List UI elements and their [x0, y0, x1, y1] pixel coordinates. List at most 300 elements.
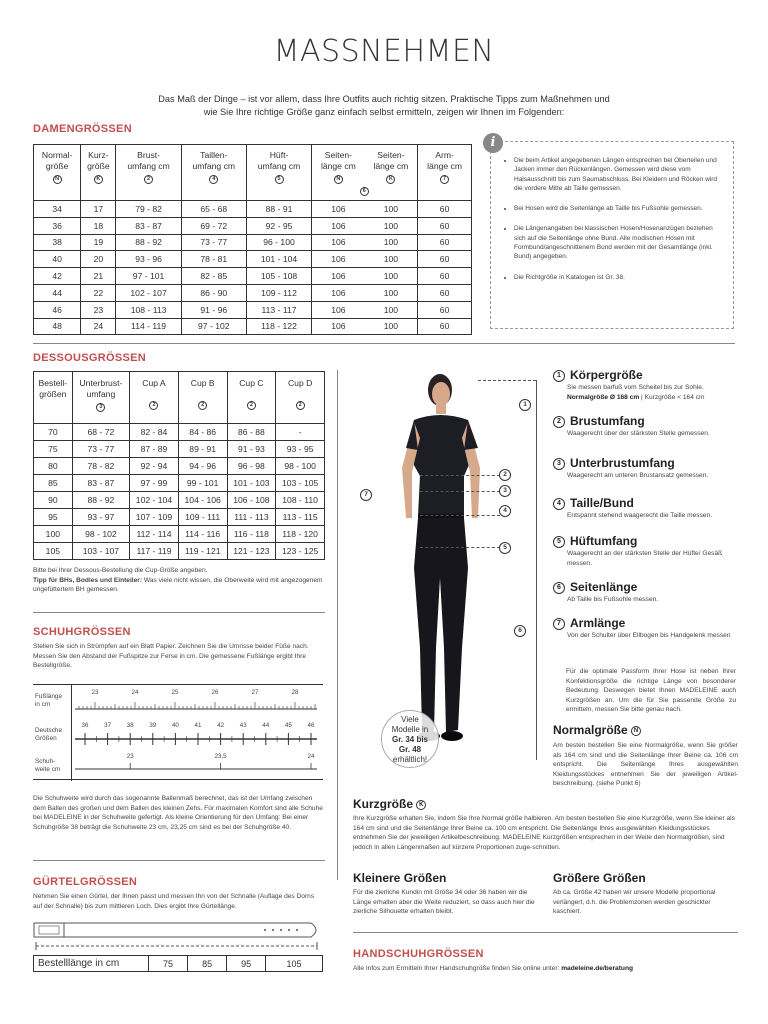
table-cell: 96 - 100 [246, 234, 311, 251]
table-cell: 102 - 104 [130, 492, 179, 509]
measure-title-row [553, 368, 738, 382]
info-bullet: • Die beim Artikel angegebenen Längen entsprechen bei Oberteilen und Jacken immer den Rückenlängen. Gemessen wird diese vom Halsausschnitt bis zum Saumabschluss. Bei Kleidern und Röcken wird die vordere Mitte ab Taille gemessen. [514, 156, 723, 193]
table-cell: 90 [34, 492, 73, 509]
info-icon: i [483, 133, 503, 153]
measure-number: 2 [553, 416, 565, 428]
measure-desc-text: Von der Schulter über Ellbogen bis Handgelenk messen [567, 632, 731, 639]
table-cell: 44 [34, 284, 81, 301]
measure-number: 7 [553, 618, 565, 630]
measure-desc-text: Waagerecht am unteren Brustansatz gemessen. [567, 472, 709, 479]
measure-desc-text: Entspannt stehend waagerecht die Taille messen. [567, 512, 713, 519]
table-cell: 103 - 107 [72, 543, 129, 560]
divider [33, 860, 325, 861]
measure-title: Seitenlänge [570, 580, 638, 594]
schuh-text-2: Die Schuhweite wird durch das sogenannte Ballenmaß berechnet, das ist der Umfang zwischen dem Ballen des großen und dem Ballen des kleinen Zehs. Für maximalen Komfort sind alle Schuhe bei MADELEINE in der Schuhweite gefertigt. Als kleine Orientierung für den Umfang: Bei einer Schuhgröße 38 beträgt die Schuhweite 23 cm, 23,25 cm sind es bei der Schuhgröße 40. [33, 795, 323, 831]
table-cell: 60 [418, 234, 472, 251]
table-cell: 100 [365, 201, 418, 218]
table-row [34, 509, 325, 526]
foot-length-label: Fußlänge in cm [35, 693, 62, 708]
table-cell: 75 [34, 441, 73, 458]
table-cell: 84 - 86 [178, 424, 227, 441]
table-cell: 103 - 105 [276, 475, 325, 492]
height-top [478, 380, 536, 381]
table-cell: 114 - 119 [116, 318, 181, 335]
table-cell: 112 - 114 [130, 526, 179, 543]
table-cell: 118 - 120 [276, 526, 325, 543]
info-bullet: • Die Längenangaben bei klassischen Hosen/Hosenanzügen beziehen sich auf die Seitenlänge ohne Bund. Alle modischen Hosen mit Formbund/angeschnittenem Bund werden mit der Gesamtlänge (inkl. Bund) angegeben. [514, 224, 723, 261]
damen-heading: DAMENGRÖSSEN [33, 123, 132, 135]
normal-size-block [553, 723, 738, 789]
table-cell: 109 - 111 [178, 509, 227, 526]
table-row [34, 475, 325, 492]
table-cell: 19 [81, 234, 116, 251]
table-cell: 40 [34, 251, 81, 268]
german-size-value: 36 [81, 722, 89, 729]
kurz-title: Kurzgröße [353, 797, 413, 811]
measure-title-row [553, 414, 738, 428]
table-row [34, 441, 325, 458]
table-cell: 105 - 108 [246, 268, 311, 285]
damen-col-header [116, 145, 181, 201]
table-cell: 73 - 77 [181, 234, 246, 251]
measure-title: Körpergröße [570, 368, 643, 382]
dessous-note-2 [33, 576, 333, 595]
dessous-col-header [276, 372, 325, 424]
measure-title: Unterbrustumfang [570, 456, 675, 470]
table-cell: 85 [34, 475, 73, 492]
table-cell: 78 - 82 [72, 458, 129, 475]
measure-symbol: K [386, 175, 395, 184]
table-row [34, 217, 472, 234]
table-row [34, 543, 325, 560]
tip-label: Tipp für BHs, Bodies und Einteiler: [33, 576, 143, 584]
belt-illustration [33, 918, 325, 952]
dessous-col-header [178, 372, 227, 424]
schuh-heading: SCHUHGRÖSSEN [33, 626, 131, 638]
header-label: Brust- umfang cm [127, 150, 170, 171]
measure-desc-text: Waagerecht an der stärksten Stelle der Hüfte/ Gesäß messen. [567, 550, 723, 567]
header-label: Arm- länge cm [427, 150, 463, 171]
measure-desc-text: Sie messen barfuß vom Scheitel bis zur Sohle. [567, 384, 704, 391]
normal-title: Normalgröße [553, 723, 628, 737]
measure-desc-text: Ab Taille bis Fußsohle messen. [567, 596, 659, 603]
measure-item [553, 368, 738, 402]
table-cell: 92 - 94 [130, 458, 179, 475]
measure-symbol: 2 [296, 401, 305, 410]
table-cell: 48 [34, 318, 81, 335]
table-cell: 97 - 101 [116, 268, 181, 285]
table-cell: 60 [418, 301, 472, 318]
bubble-line: Gr. 48 [398, 745, 422, 754]
header-label: Cup C [239, 378, 264, 388]
callout-7: 7 [360, 489, 372, 501]
table-cell: 102 - 107 [116, 284, 181, 301]
table-cell: 24 [81, 318, 116, 335]
shoe-size-scale [33, 684, 323, 780]
table-cell: 121 - 123 [227, 543, 276, 560]
height-line [536, 380, 537, 760]
measure-symbol: 3 [96, 403, 105, 412]
table-cell: 100 [34, 526, 73, 543]
belt-size-cell: 105 [266, 956, 323, 972]
smaller-sizes-block [353, 871, 539, 917]
table-cell: 106 [312, 318, 365, 335]
table-cell: 93 - 97 [72, 509, 129, 526]
header-label: Normal- größe [41, 150, 73, 171]
table-cell: 109 - 112 [246, 284, 311, 301]
table-cell: 60 [418, 217, 472, 234]
dessous-col-header [34, 372, 73, 424]
table-row [34, 424, 325, 441]
divider [33, 612, 325, 613]
measure-desc-text: Waagerecht über der stärksten Stelle gemessen. [567, 430, 710, 437]
larger-sizes-block [553, 871, 738, 917]
german-size-value: 46 [307, 722, 315, 729]
table-cell: 65 - 68 [181, 201, 246, 218]
handschuh-link[interactable]: madeleine.de/beratung [561, 965, 634, 972]
german-size-value: 42 [217, 722, 225, 729]
dessous-col-header [130, 372, 179, 424]
damen-col-header [246, 145, 311, 201]
table-cell: 105 [34, 543, 73, 560]
table-cell: 83 - 87 [72, 475, 129, 492]
table-cell: 88 - 92 [72, 492, 129, 509]
damen-col-header [181, 145, 246, 201]
table-cell: 97 - 102 [181, 318, 246, 335]
table-cell: 23 [81, 301, 116, 318]
table-row [34, 234, 472, 251]
table-cell: 89 - 91 [178, 441, 227, 458]
info-bullet: • Bei Hosen wird die Seitenlänge ab Taille bis Fußsohle gemessen. [514, 204, 723, 213]
measure-desc [553, 631, 738, 641]
measure-title: Armlänge [570, 616, 626, 630]
tip-text: Was viele nicht wissen, die Oberweite wird mit angezogenem ungefüttertem BH gemessen. [33, 576, 323, 593]
callout-4: 4 [499, 505, 511, 517]
handschuh-text [353, 964, 738, 974]
measure-item [553, 414, 738, 439]
measure-number: 6 [553, 582, 565, 594]
table-cell: 123 - 125 [276, 543, 325, 560]
table-row [34, 458, 325, 475]
measure-symbol: 2 [247, 401, 256, 410]
measure-item [553, 616, 738, 641]
measure-title: Hüftumfang [570, 534, 638, 548]
table-cell: 106 [312, 301, 365, 318]
table-cell: 113 - 115 [276, 509, 325, 526]
header-label: Kurz- größe [87, 150, 110, 171]
intro-line-1: Das Maß der Dinge – ist vor allem, dass Ihre Outfits auch richtig sitzen. Praktische Tipps zum Maßnehmen und [158, 94, 610, 104]
table-cell: 82 - 85 [181, 268, 246, 285]
german-size-value: 44 [262, 722, 270, 729]
table-cell: 106 [312, 217, 365, 234]
measure-title-row [553, 580, 738, 594]
table-cell: 60 [418, 284, 472, 301]
intro-line-2: wie Sie Ihre richtige Größe ganz einfach selbst ermitteln, zeigen wir Ihnen im Folgenden: [203, 106, 565, 117]
table-cell: 70 [34, 424, 73, 441]
table-cell: 106 [312, 284, 365, 301]
foot-length-value: 24 [131, 689, 139, 696]
table-row [34, 251, 472, 268]
header-label: Seiten- länge cm [320, 150, 356, 171]
dessous-size-table [33, 371, 325, 560]
header-label: Seiten- länge cm [373, 150, 409, 171]
table-cell: 93 - 95 [276, 441, 325, 458]
measure-title: Brustumfang [570, 414, 645, 428]
shoe-width-label: Schuh- weite cm [35, 758, 61, 773]
measure-symbol: 2 [144, 175, 153, 184]
measure-title-row [553, 616, 738, 630]
divider [353, 932, 738, 933]
callout-2: 2 [499, 469, 511, 481]
dessous-col-header [72, 372, 129, 424]
foot-length-value: 26 [211, 689, 219, 696]
kurz-symbol: K [416, 800, 426, 810]
measure-symbol: K [94, 175, 103, 184]
fit-text: Für die optimale Passform Ihrer Hose ist neben Ihrer Konfektionsgröße die richtige Länge von besonderer Bedeutung. Deswegen bietet Ihnen MADELEINE auch Kurzgrößen an. Um die für Sie passende Größe zu ermitteln, messen Sie bitte genau nach. [566, 668, 736, 713]
table-cell: 108 - 113 [116, 301, 181, 318]
bubble-line: erhältlich! [392, 755, 428, 764]
measure-number: 5 [553, 536, 565, 548]
table-cell: 100 [365, 268, 418, 285]
table-cell: 82 - 84 [130, 424, 179, 441]
intro-text [110, 93, 658, 118]
table-cell: 60 [418, 318, 472, 335]
belt-size-table [33, 955, 323, 972]
table-cell: 79 - 82 [116, 201, 181, 218]
page-title: MASSNEHMEN [273, 34, 495, 69]
table-cell: 94 - 96 [178, 458, 227, 475]
table-cell: 101 - 103 [227, 475, 276, 492]
measure-title-row [553, 456, 738, 470]
kleiner-text: Für die zierliche Kundin mit Größe 34 oder 36 haben wir die Länge erhalten aber die Weite reduziert, so dass auch hier die zierliche Silhouette erhalten bleibt. [353, 889, 535, 915]
table-cell: 100 [365, 284, 418, 301]
table-cell: 100 [365, 301, 418, 318]
table-cell: 17 [81, 201, 116, 218]
table-row [34, 201, 472, 218]
header-label: Cup D [287, 378, 313, 388]
table-cell: 18 [81, 217, 116, 234]
kleiner-title: Kleinere Größen [353, 871, 447, 885]
divider [33, 343, 735, 344]
info-bullet: • Die Richtgröße in Katalogen ist Gr. 38. [514, 273, 723, 282]
table-cell: 60 [418, 201, 472, 218]
german-size-value: 41 [194, 722, 202, 729]
measure-number: 4 [553, 498, 565, 510]
german-size-value: 43 [239, 722, 247, 729]
table-cell: 96 - 98 [227, 458, 276, 475]
damen-col-header [418, 145, 472, 201]
dessous-col-header [227, 372, 276, 424]
header-label: Cup B [190, 378, 215, 388]
schuh-text: Stellen Sie sich in Strümpfen auf ein Blatt Papier. Zeichnen Sie die Umrisse beider Füße nach. Messen Sie den Abstand der Fußspitze zur Ferse in cm. Die gemessene Fußlänge ergibt Ihre Bestellgröße. [33, 643, 309, 669]
table-cell: 106 - 108 [227, 492, 276, 509]
measure-item [553, 456, 738, 481]
measure-number: 1 [553, 370, 565, 382]
measure-desc [553, 511, 738, 521]
table-cell: 97 - 99 [130, 475, 179, 492]
callout-6: 6 [514, 625, 526, 637]
kurz-title-row [353, 797, 738, 811]
groesser-title: Größere Größen [553, 871, 646, 885]
table-cell: 91 - 93 [227, 441, 276, 458]
measure-symbol: 2 [198, 401, 207, 410]
shoe-width-value: 23,5 [214, 753, 227, 760]
belt-size-cell: 85 [188, 956, 227, 972]
dessous-notes [33, 566, 333, 595]
table-cell: 34 [34, 201, 81, 218]
table-cell: 116 - 118 [227, 526, 276, 543]
table-cell: 98 - 102 [72, 526, 129, 543]
table-cell: 98 - 100 [276, 458, 325, 475]
measure-symbol: 6 [360, 187, 369, 196]
damen-col-header [34, 145, 81, 201]
measure-symbol: 7 [440, 175, 449, 184]
damen-col-header [362, 145, 418, 201]
table-cell: 117 - 119 [130, 543, 179, 560]
table-cell: 106 [312, 234, 365, 251]
foot-length-value: 28 [291, 689, 299, 696]
header-label: Bestell- größen [38, 378, 68, 399]
guertel-heading: GÜRTELGRÖSSEN [33, 876, 138, 888]
damen-size-table [33, 144, 472, 335]
table-cell: 106 [312, 251, 365, 268]
waist-line [420, 515, 500, 516]
table-cell: 107 - 109 [130, 509, 179, 526]
table-cell: 99 - 101 [178, 475, 227, 492]
table-row [34, 318, 472, 335]
foot-length-value: 25 [171, 689, 179, 696]
table-row [34, 284, 472, 301]
header-label: Taillen- umfang cm [192, 150, 236, 171]
table-cell: 86 - 88 [227, 424, 276, 441]
table-cell: 108 - 110 [276, 492, 325, 509]
german-size-value: 37 [104, 722, 112, 729]
measure-symbol: 5 [275, 175, 284, 184]
damen-col-header [312, 145, 365, 201]
bust-line [420, 475, 500, 476]
measure-desc [553, 595, 738, 605]
belt-size-cell: 95 [227, 956, 266, 972]
measure-desc [553, 549, 738, 568]
table-cell: 88 - 92 [116, 234, 181, 251]
table-cell: 92 - 95 [246, 217, 311, 234]
belt-row-label: Bestelllänge in cm [34, 956, 149, 972]
measure-symbol: 2 [149, 401, 158, 410]
table-cell: 106 [312, 268, 365, 285]
hip-line [420, 547, 500, 548]
table-cell: 93 - 96 [116, 251, 181, 268]
table-row [34, 301, 472, 318]
table-cell: - [276, 424, 325, 441]
callout-1: 1 [519, 399, 531, 411]
german-size-label: Deutsche Größen [35, 727, 62, 742]
bubble-line: Viele [401, 715, 419, 724]
table-cell: 78 - 81 [181, 251, 246, 268]
german-size-value: 39 [149, 722, 157, 729]
table-cell: 60 [418, 251, 472, 268]
table-cell: 101 - 104 [246, 251, 311, 268]
damen-col-header [81, 145, 116, 201]
table-cell: 87 - 89 [130, 441, 179, 458]
table-cell: 118 - 122 [246, 318, 311, 335]
measure-title-row [553, 534, 738, 548]
callout-3: 3 [499, 485, 511, 497]
shoe-width-value: 23 [126, 753, 134, 760]
table-cell: 60 [418, 268, 472, 285]
table-cell: 100 [365, 234, 418, 251]
table-cell: 68 - 72 [72, 424, 129, 441]
bubble-line: Gr. 34 bis [391, 735, 429, 744]
table-cell: 21 [81, 268, 116, 285]
table-cell: 80 [34, 458, 73, 475]
table-cell: 100 [365, 251, 418, 268]
table-cell: 69 - 72 [181, 217, 246, 234]
measure-desc [553, 471, 738, 481]
measure-title-row [553, 496, 738, 510]
table-cell: 95 [34, 509, 73, 526]
table-cell: 46 [34, 301, 81, 318]
table-cell: 83 - 87 [116, 217, 181, 234]
bubble-line: Modelle in [391, 725, 429, 734]
measure-desc [553, 383, 738, 402]
german-size-value: 45 [284, 722, 292, 729]
table-row [34, 268, 472, 285]
column-divider [337, 370, 338, 880]
handschuh-text-span: Alle Infos zum Ermitteln Ihrer Handschuhgröße finden Sie online unter: [353, 965, 562, 972]
short-height: | Kurzgröße < 164 cm [639, 393, 705, 401]
kurz-text: Ihre Kurzgröße erhalten Sie, indem Sie Ihre Normal größe halbieren. Am besten bestellen Sie eine Kurzgröße, wenn Sie kleiner als 164 cm sind und die Seitenlänge Ihrer Beine ca. 100 cm entspricht. Die Seitenlänge Ihres ausgewählten Kleidungsstückes entnehmen Sie der jeweiligen Artikelbeschreibung. MADELEINE Kurzgrößen entsprechen in der Weite den Normalgrößen, sind jedoch in allen Längenmaßen auf kürzere Proportionen zuge-schnitten. [353, 815, 735, 851]
short-size-block [353, 797, 738, 852]
normal-text: Am besten bestellen Sie eine Normalgröße, wenn Sie größer als 164 cm sind und die Seitenlänge Ihrer Beine ca. 106 cm entspricht. Die Seitenlänge Ihres ausgewählten Kleidungsstückes entnehmen Sie der jeweiligen Artikel-beschreibung. (siehe Punkt 6) [553, 742, 738, 787]
german-size-value: 38 [126, 722, 134, 729]
handschuh-heading: HANDSCHUHGRÖSSEN [353, 948, 484, 960]
dessous-heading: DESSOUSGRÖSSEN [33, 352, 147, 364]
table-cell: 100 [365, 217, 418, 234]
measure-number: 3 [553, 458, 565, 470]
table-cell: 36 [34, 217, 81, 234]
measure-item [553, 580, 738, 605]
model-figure [340, 368, 540, 788]
underbust-line [420, 491, 500, 492]
table-row [34, 526, 325, 543]
table-cell: 104 - 106 [178, 492, 227, 509]
measure-symbol: N [334, 175, 343, 184]
german-size-value: 40 [171, 722, 179, 729]
header-label: Cup A [142, 378, 166, 388]
table-cell: 42 [34, 268, 81, 285]
table-cell: 119 - 121 [178, 543, 227, 560]
table-cell: 20 [81, 251, 116, 268]
measure-symbol: 4 [209, 175, 218, 184]
measure-symbol: N [53, 175, 62, 184]
foot-length-value: 23 [91, 689, 99, 696]
table-cell: 73 - 77 [72, 441, 129, 458]
normal-height: Normalgröße Ø 168 cm [567, 393, 640, 401]
belt-size-cell: 75 [149, 956, 188, 972]
table-row [34, 492, 325, 509]
measure-title: Taille/Bund [570, 496, 634, 510]
sizes-bubble [381, 710, 439, 768]
normal-symbol: N [631, 726, 641, 736]
shoe-width-value: 24 [307, 753, 315, 760]
info-box [490, 141, 734, 329]
table-cell: 86 - 90 [181, 284, 246, 301]
shoe-scale-graphic [33, 685, 323, 781]
normal-title-row [553, 723, 738, 737]
table-cell: 114 - 116 [178, 526, 227, 543]
measure-item [553, 496, 738, 521]
dessous-note-1: Bitte bei Ihrer Dessous-Bestellung die Cup-Größe angeben. [33, 567, 208, 574]
